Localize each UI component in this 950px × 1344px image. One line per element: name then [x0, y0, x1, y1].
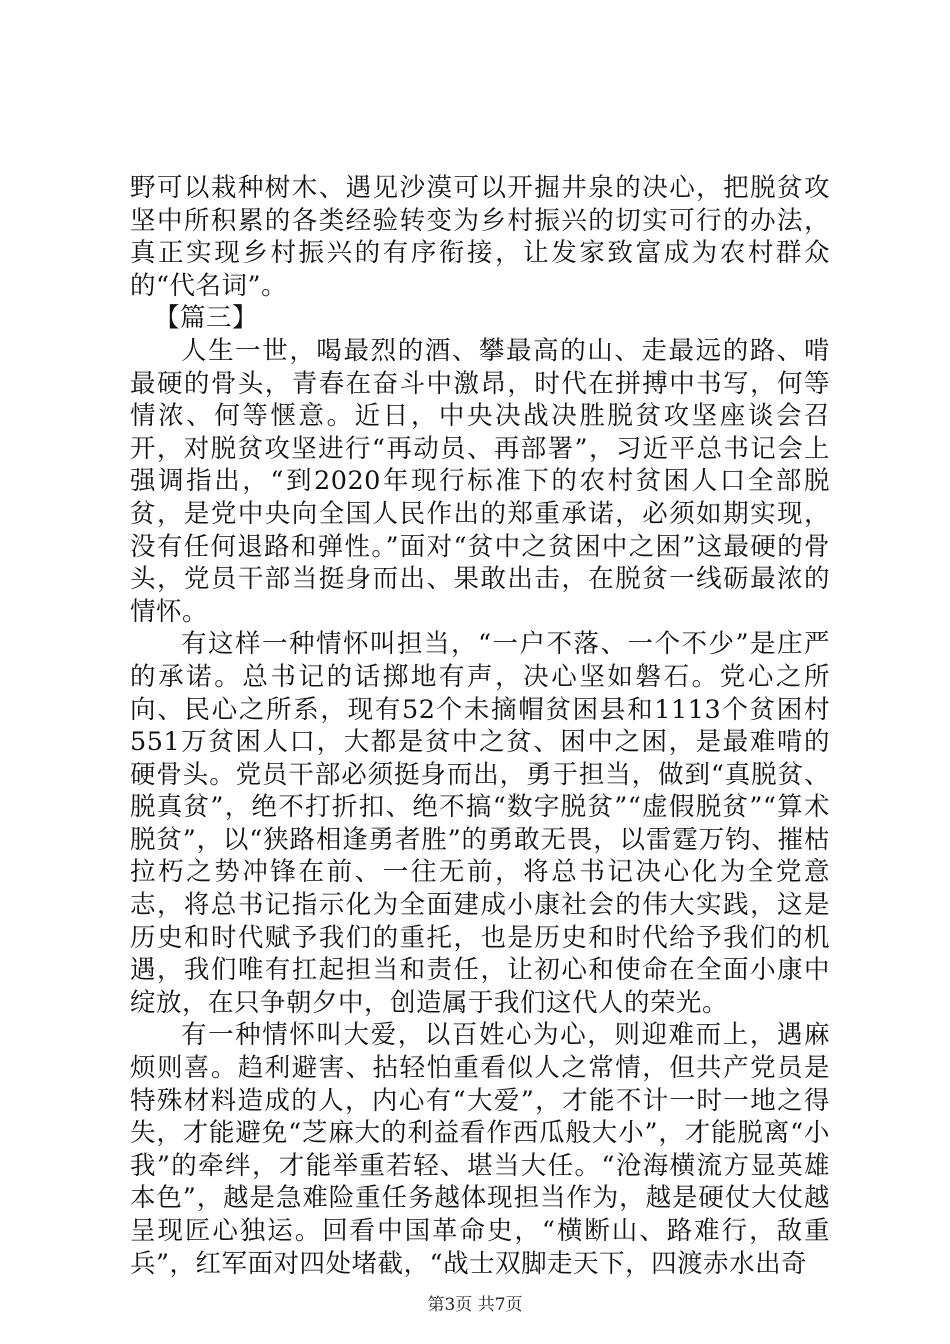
- paragraph-continuation: 野可以栽种树木、遇见沙漠可以开掘井泉的决心，把脱贫攻坚中所积累的各类经验转变为乡村振兴的切实可行的办法，真正实现乡村振兴的有序衔接，让发家致富成为农村群众的“代名词”。: [130, 173, 830, 301]
- paragraph: 有一种情怀叫大爱，以百姓心为心，则迎难而上，遇麻烦则喜。趋利避害、拈轻怕重看似人之常情，但共产党员是特殊材料造成的人，内心有“大爱”，才能不计一时一地之得失，才能避免“芝麻大的利益看作西瓜般大小”，才能脱离“小我”的牵绊，才能举重若轻、堪当大任。“沧海横流方显英雄本色”，越是急难险重任务越体现担当作为，越是硬仗大仗越呈现匠心独运。回看中国革命史，“横断山、路难行，敌重兵”，红军面对四处堵截，“战士双脚走天下，四渡赤水出奇: [130, 1020, 830, 1279]
- paragraph: 有这样一种情怀叫担当，“一户不落、一个不少”是庄严的承诺。总书记的话掷地有声，决心坚如磐石。党心之所向、民心之所系，现有52个未摘帽贫困县和1113个贫困村551万贫困人口，大都是贫中之贫、困中之困，是最难啃的硬骨头。党员干部必须挺身而出，勇于担当，做到“真脱贫、脱真贫”，绝不打折扣、绝不搞“数字脱贫”“虚假脱贫”“算术脱贫”，以“狭路相逢勇者胜”的勇敢无畏，以雷霆万钧、摧枯拉朽之势冲锋在前、一往无前，将总书记决心化为全党意志，将总书记指示化为全面建成小康社会的伟大实践，这是历史和时代赋予我们的重托，也是历史和时代给予我们的机遇，我们唯有扛起担当和责任，让初心和使命在全面小康中绽放，在只争朝夕中，创造属于我们这代人的荣光。: [130, 629, 830, 1018]
- section-heading: 【篇三】: [154, 303, 259, 334]
- document-body: [130, 172, 830, 1280]
- paragraph: 人生一世，喝最烈的酒、攀最高的山、走最远的路、啃最硬的骨头，青春在奋斗中激昂，时代在拼搏中书写，何等情浓、何等惬意。近日，中央决战决胜脱贫攻坚座谈会召开，对脱贫攻坚进行“再动员、再部署”，习近平总书记会上强调指出，“到2020年现行标准下的农村贫困人口全部脱贫，是党中央向全国人民作出的郑重承诺，必须如期实现，没有任何退路和弹性。”面对“贫中之贫困中之困”这最硬的骨头，党员干部当挺身而出、果敢出击，在脱贫一线砺最浓的情怀。: [130, 335, 830, 627]
- page-number-footer: 第3页 共7页: [427, 1295, 523, 1315]
